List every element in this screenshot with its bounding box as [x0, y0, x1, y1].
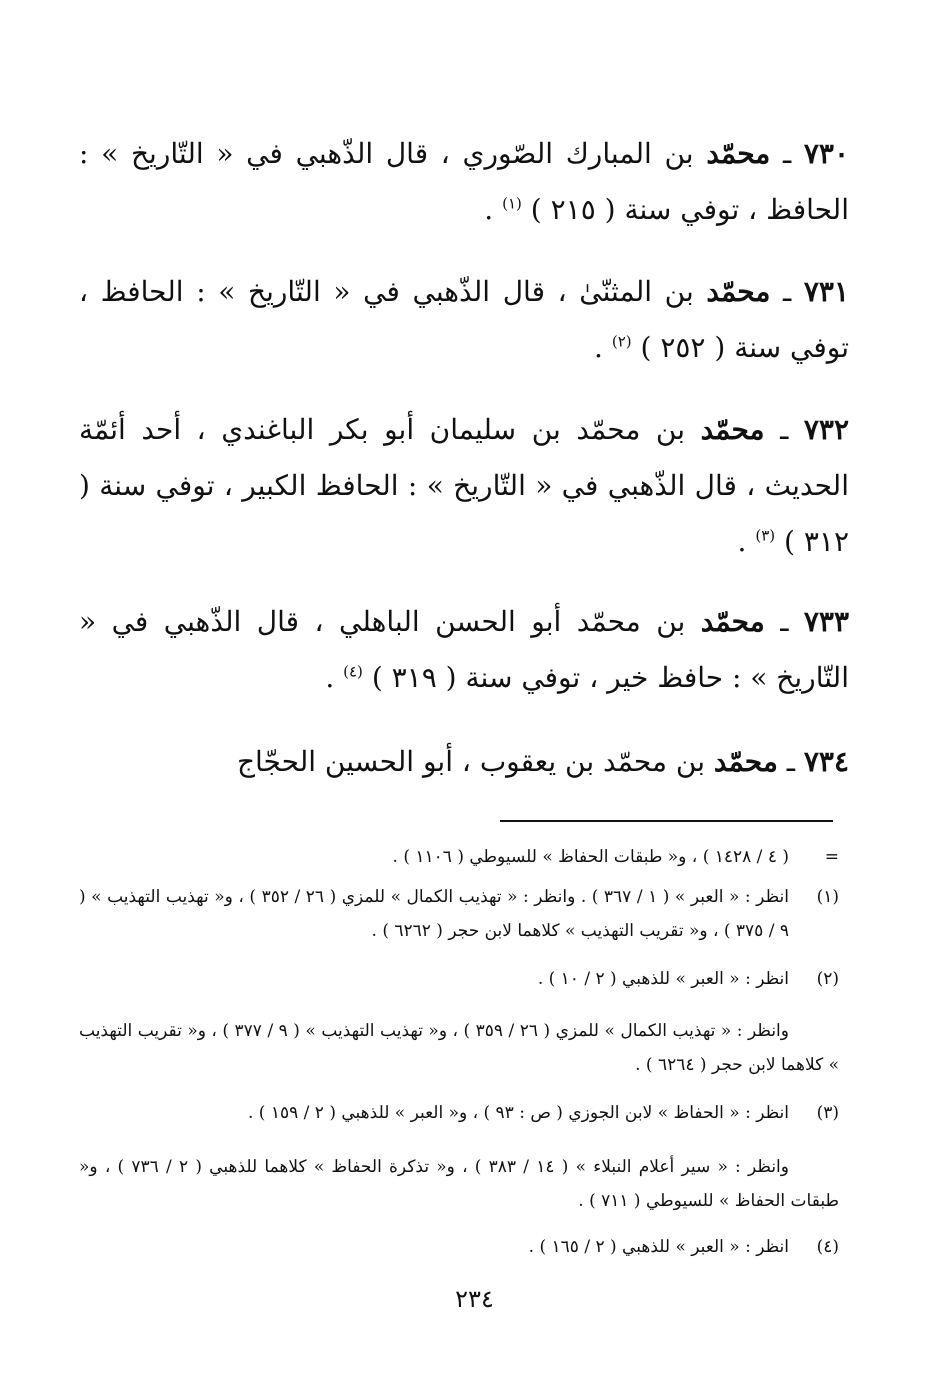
footnote-2: انظر : « العبر » للذهبي ( ٢ / ١٠ ) . [537, 969, 789, 989]
footnote-ref: (٣) [755, 526, 776, 545]
entry-name: محمّد [706, 137, 771, 170]
entry-734: ٧٣٤ ـ محمّد بن محمّد بن يعقوب ، أبو الحسين الحجّاج [236, 745, 849, 778]
footnote-divider [500, 820, 833, 822]
entry-number: ٧٣٤ [803, 745, 849, 778]
footnote-mark: (٣) [816, 1103, 839, 1123]
footnote-4: انظر : « العبر » للذهبي ( ٢ / ١٦٥ ) . [528, 1237, 789, 1257]
footnote-mark: (٤) [816, 1237, 839, 1257]
footnote-continuation: ( ٤ / ١٤٢٨ ) ، و« طبقات الحفاظ » للسيوطي ( ١١٠٦ ) . [392, 847, 789, 867]
footnote-3: انظر : « الحفاظ » لابن الجوزي ( ص : ٩٣ ) ، و« العبر » للذهبي ( ٢ / ١٥٩ ) . [248, 1103, 789, 1123]
entry-733: ٧٣٣ ـ محمّد بن محمّد أبو الحسن الباهلي ، قال الذّهبي في « التّاريخ » : حافظ خير ، توفي سنة ( ٣١٩ ) $^{(٤)}$ . [79, 605, 849, 694]
entry-text: بن محمّد بن سليمان أبو بكر الباغندي ، أحد أئمّة الحديث ، قال الذّهبي في « التّاريخ » : الحافظ الكبير ، توفي سنة ( ٣١٢ ) [79, 413, 849, 558]
entry-text: بن محمّد بن يعقوب ، أبو الحسين الحجّاج [236, 745, 705, 778]
entry-730: ٧٣٠ ـ محمّد بن المبارك الصّوري ، قال الذّهبي في « التّاريخ » : الحافظ ، توفي سنة ( ٢١٥ ) $^{(١)}$ . [79, 137, 850, 226]
entry-name: محمّد [713, 745, 778, 778]
page-number: ٢٣٤ [455, 1285, 494, 1313]
entry-text: بن المثنّىٰ ، قال الذّهبي في « التّاريخ » : الحافظ ، توفي سنة ( ٢٥٢ ) [79, 275, 849, 364]
footnote-3-extra: وانظر : « سير أعلام النبلاء » ( ١٤ / ٣٨٣ ) ، و« تذكرة الحفاظ » كلاهما للذهبي ( ٢ / ٧٣٦ ) ، و« طبقات الحفاظ » للسيوطي ( ٧١١ ) . [79, 1157, 839, 1211]
entry-text: بن المبارك الصّوري ، قال الذّهبي في « التّاريخ » : الحافظ ، توفي سنة ( ٢١٥ ) [79, 137, 849, 226]
entry-number: ٧٣٠ [803, 137, 850, 170]
footnote-ref: (٤) [343, 662, 363, 681]
entry-731: ٧٣١ ـ محمّد بن المثنّىٰ ، قال الذّهبي في « التّاريخ » : الحافظ ، توفي سنة ( ٢٥٢ ) $^{(٢)}$ . [79, 275, 849, 364]
entry-732: ٧٣٢ ـ محمّد بن محمّد بن سليمان أبو بكر الباغندي ، أحد أئمّة الحديث ، قال الذّهبي في « التّاريخ » : الحافظ الكبير ، توفي سنة ( ٣١٢ ) $^{(٣)}$ . [79, 413, 849, 558]
footnote-mark: (١) [816, 887, 839, 907]
entry-number: ٧٣٢ [803, 413, 849, 446]
entry-name: محمّد [700, 413, 765, 446]
footnote-2-extra: وانظر : « تهذيب الكمال » للمزي ( ٢٦ / ٣٥٩ ) ، و« تهذيب التهذيب » ( ٩ / ٣٧٧ ) ، و« تقريب التهذيب » كلاهما لابن حجر ( ٦٢٦٤ ) . [79, 1021, 839, 1075]
footnote-ref: (٢) [611, 332, 632, 351]
entry-name: محمّد [706, 275, 771, 308]
entry-number: ٧٣١ [803, 275, 849, 308]
footnote-ref: (١) [502, 194, 522, 213]
footnote-1: انظر : « العبر » ( ١ / ٣٦٧ ) . وانظر : « تهذيب الكمال » للمزي ( ٢٦ / ٣٥٢ ) ، و« تهذيب التهذيب » ( ٩ / ٣٧٥ ) ، و« تقريب التهذيب » كلاهما لابن حجر ( ٦٢٦٢ ) . [79, 887, 789, 941]
entry-number: ٧٣٣ [803, 605, 849, 638]
continuation-mark: = [824, 847, 839, 867]
entry-name: محمّد [700, 605, 765, 638]
entry-text: بن محمّد أبو الحسن الباهلي ، قال الذّهبي في « التّاريخ » : حافظ خير ، توفي سنة ( ٣١٩ ) [79, 605, 849, 694]
footnote-mark: (٢) [816, 969, 839, 989]
